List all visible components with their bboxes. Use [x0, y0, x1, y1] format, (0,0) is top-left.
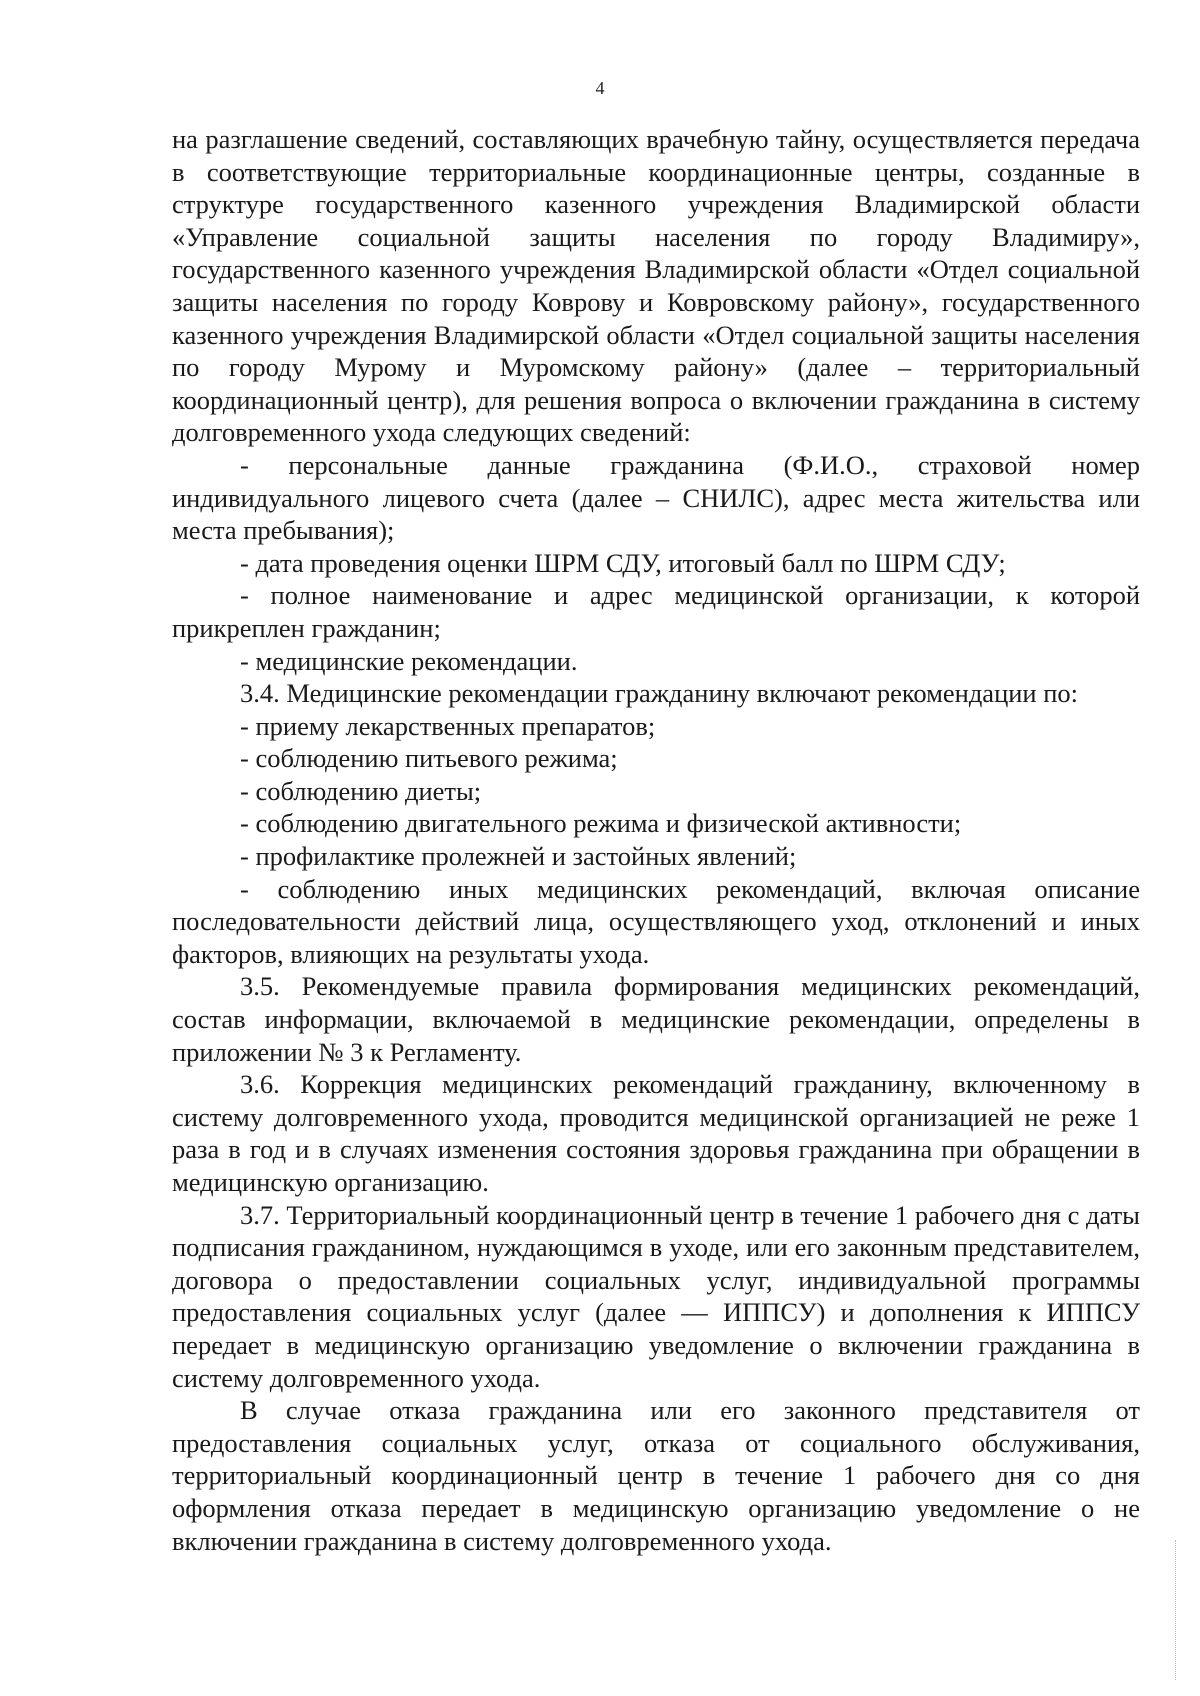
- list-item-personal-data: - персональные данные гражданина (Ф.И.О., страховой номер индивидуального лицевого счета (далее – СНИЛС), адрес места жительства или места пребывания);: [172, 449, 1140, 546]
- scan-edge-mark: [1174, 1540, 1176, 1680]
- list-item-motor-activity: - соблюдению двигательного режима и физической активности;: [240, 808, 962, 839]
- list-item-medications: - приему лекарственных препаратов;: [240, 710, 656, 741]
- document-body: [172, 123, 1140, 1557]
- list-item-medical-organization: - полное наименование и адрес медицинской организации, к которой прикреплен гражданин;: [172, 580, 1140, 643]
- list-item-medical-recommendations: - медицинские рекомендации.: [240, 645, 578, 676]
- page-number: 4: [595, 78, 605, 98]
- list-item-diet: - соблюдению диеты;: [240, 775, 482, 806]
- list-item-other-recommendations: - соблюдению иных медицинских рекомендаций, включая описание последовательности действий лица, осуществляющего уход, отклонений и иных факторов, влияющих на результаты ухода.: [172, 873, 1140, 969]
- paragraph-transfer-info: на разглашение сведений, составляющих врачебную тайну, осуществляется передача в соответствующие территориальные координационные центры, созданные в структуре государственного казенного учреждения Владимирской области «Управление социальной защиты населения по городу Владимиру», государственного казенного учреждения Владимирской области «Отдел социальной защиты населения по городу Коврову и Ковровскому району», государственного казенного учреждения Владимирской области «Отдел социальной защиты населения по городу Мурому и Муромскому району» (далее – территориальный координационный центр), для решения вопроса о включении гражданина в систему долговременного ухода следующих сведений:: [172, 124, 1140, 448]
- paragraph-3-7: 3.7. Территориальный координационный центр в течение 1 рабочего дня с даты подписания гражданином, нуждающимся в уходе, или его законным представителем, договора о предоставлении социальных услуг, индивидуальной программы предоставления социальных услуг (далее — ИППСУ) и дополнения к ИППСУ передает в медицинскую организацию уведомление о включении гражданина в систему долговременного ухода.: [172, 1199, 1140, 1393]
- list-item-drinking-regimen: - соблюдению питьевого режима;: [240, 743, 618, 774]
- paragraph-3-5: 3.5. Рекомендуемые правила формирования медицинских рекомендаций, состав информации, включаемой в медицинские рекомендации, определены в приложении № 3 к Регламенту.: [172, 971, 1140, 1067]
- list-item-assessment-date: - дата проведения оценки ШРМ СДУ, итоговый балл по ШРМ СДУ;: [240, 547, 1006, 578]
- list-item-bedsore-prevention: - профилактике пролежней и застойных явлений;: [240, 841, 797, 872]
- paragraph-refusal-case: В случае отказа гражданина или его законного представителя от предоставления социальных услуг, отказа от социального обслуживания, территориальный координационный центр в течение 1 рабочего дня со дня оформления отказа передает в медицинскую организацию уведомление о не включении гражданина в систему долговременного ухода.: [172, 1395, 1140, 1556]
- paragraph-3-4: 3.4. Медицинские рекомендации гражданину включают рекомендации по:: [240, 678, 1079, 709]
- paragraph-3-6: 3.6. Коррекция медицинских рекомендаций гражданину, включенному в систему долговременного ухода, проводится медицинской организацией не реже 1 раза в год и в случаях изменения состояния здоровья гражданина при обращении в медицинскую организацию.: [172, 1069, 1140, 1197]
